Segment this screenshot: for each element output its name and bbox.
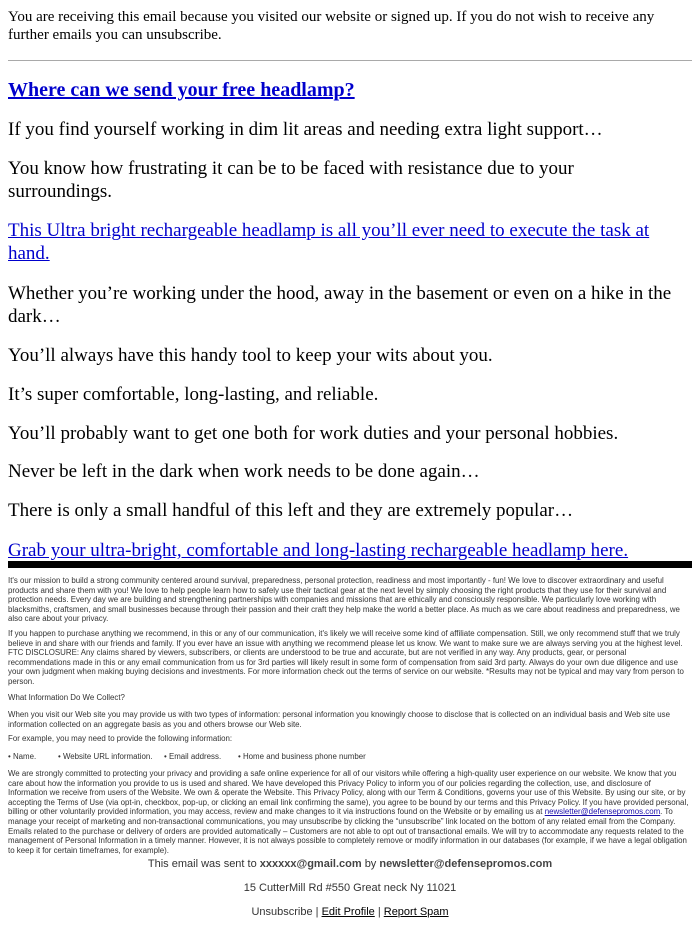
footer-links (0, 905, 700, 919)
paragraph-under-hood: Whether you’re working under the hood, away in the basement or even on a hike in the dark… (8, 283, 672, 327)
grab-headlamp-link[interactable]: Grab your ultra-bright, comfortable and long-lasting rechargeable headlamp here. (8, 540, 629, 561)
privacy-text-part1: We are strongly committed to protecting your privacy and providing a safe online experience for all of our visitors while offering a high-quality user experience on our website. We know that you care about how the information you provide to us is used and shared. We have developed this Privacy Policy to inform you of our policies regarding the collection, use, and disclosure of Information we receive from users of the Website. We own & operate the Website. This Privacy Policy, along with our Term & Conditions, governs your use of this Website. By using our site, or by accepting the Terms of Use (via opt-in, checkbox, pop-up, or clicking an email link confirming the same), you agree to be bound by our terms and this Privacy Policy. If you have provided personal, billing or other voluntarily provided information, you may access, review and make changes to it via instructions found on the Website or by emailing us at (8, 769, 689, 817)
section-separator (8, 561, 692, 568)
sent-by: by (364, 858, 377, 870)
link-separator: | (315, 906, 319, 918)
footer-address: 15 CutterMill Rd #550 Great neck Ny 11021 (243, 882, 457, 894)
edit-profile-link[interactable]: Edit Profile (321, 906, 375, 918)
privacy-policy-text (8, 769, 690, 855)
privacy-email-link[interactable]: newsletter@defensepromos.com (544, 807, 661, 817)
sender-email: newsletter@defensepromos.com (379, 858, 553, 870)
paragraph-dim-areas: If you find yourself working in dim lit areas and needing extra light support… (8, 119, 603, 140)
footer-sent-line (0, 857, 700, 871)
headline-link[interactable]: Where can we send your free headlamp? (8, 79, 355, 101)
paragraph-handy-tool: You’ll always have this handy tool to keep your wits about you. (8, 345, 493, 366)
list-item: • Name. (8, 752, 37, 761)
paragraph-work-duties: You’ll probably want to get one both for work duties and your personal hobbies. (8, 423, 619, 444)
mission-text: It's our mission to build a strong community centered around survival, preparedness, personal protection, readiness and most importantly - fun! We love to discover extraordinary and useful products and share them with you! We love to help people learn how to safely use their tactical gear at the next level by simply choosing the right products that they use for their survival and protection needs. Every day we are building and strengthening partnerships with companies and missions that are ethically and consciously responsible. We particularly love working with blacksmiths, craftsmen, and small businesses because through their passion and their craft they help make the world a better place. As much as we care about readiness and preparedness, we also care about your privacy. (8, 576, 680, 624)
example-intro: For example, you may need to provide the following information: (8, 734, 233, 743)
affiliate-disclosure: If you happen to purchase anything we recommend, in this or any of our communication, it's likely we will receive some kind of affiliate compensation. Still, we only recommend stuff that we truly believe in and share with our friends and family. If you ever have an issue with anything we recommend please let us know. We want to make sure we are always serving you at the highest level. FTC DISCLOSURE: Any claims shared by viewers, subscribers, or clients are understood to be true and accurate, but are not verified in any way. Any products, gear, or personal recommendations made in this or any email communication from us for 3rd parties will likely result in some form of compensation from said 3rd party. Always do your own due diligence and use your own judgment when making buying decisions and investments. For more information check out the terms of service on our website. *Results may not be typical and may vary from person to person. (8, 629, 684, 686)
list-item: • Email address. (164, 752, 222, 761)
recipient-email: xxxxxx@gmail.com (259, 858, 362, 870)
paragraph-frustrating: You know how frustrating it can be to be faced with resistance due to your surroundings. (8, 158, 574, 202)
report-spam-link[interactable]: Report Spam (383, 906, 449, 918)
unsubscribe-text[interactable]: Unsubscribe (251, 906, 313, 918)
headlamp-offer-link[interactable]: This Ultra bright rechargeable headlamp is all you’ll ever need to execute the task at hand. (8, 220, 650, 264)
list-item: • Website URL information. (58, 752, 153, 761)
unsubscribe-notice: You are receiving this email because you visited our website or signed up. If you do not wish to receive any further emails you can unsubscribe. (8, 9, 655, 43)
paragraph-comfortable: It’s super comfortable, long-lasting, and reliable. (8, 384, 379, 405)
link-separator: | (377, 906, 381, 918)
privacy-text-part2: . To manage your receipt of marketing and non-transactional communications, you may unsubscribe by clicking the “unsubscribe” link located on the bottom of any related email from the Company. Emails related to the purchase or delivery of orders are provided automatically – Customers are not able to opt out of transactional emails. We will try to accommodate any requests related to the management of Personal Information in a timely manner. However, it is not always possible to completely remove or modify information in our databases (for example, if we have a legal obligation to keep it for certain timeframes, for example). (8, 807, 687, 855)
what-info-heading: What Information Do We Collect? (8, 693, 125, 702)
paragraph-small-handful: There is only a small handful of this left and they are extremely popular… (8, 500, 574, 521)
divider (8, 60, 692, 61)
list-item: • Home and business phone number (238, 752, 366, 761)
sent-prefix: This email was sent to (147, 858, 257, 870)
paragraph-never-dark: Never be left in the dark when work needs to be done again… (8, 461, 480, 482)
what-info-body: When you visit our Web site you may provide us with two types of information: personal information you knowingly choose to disclose that is collected on an individual basis and Web site use information collected on an aggregate basis as you and others browse our Web site. (8, 710, 670, 729)
